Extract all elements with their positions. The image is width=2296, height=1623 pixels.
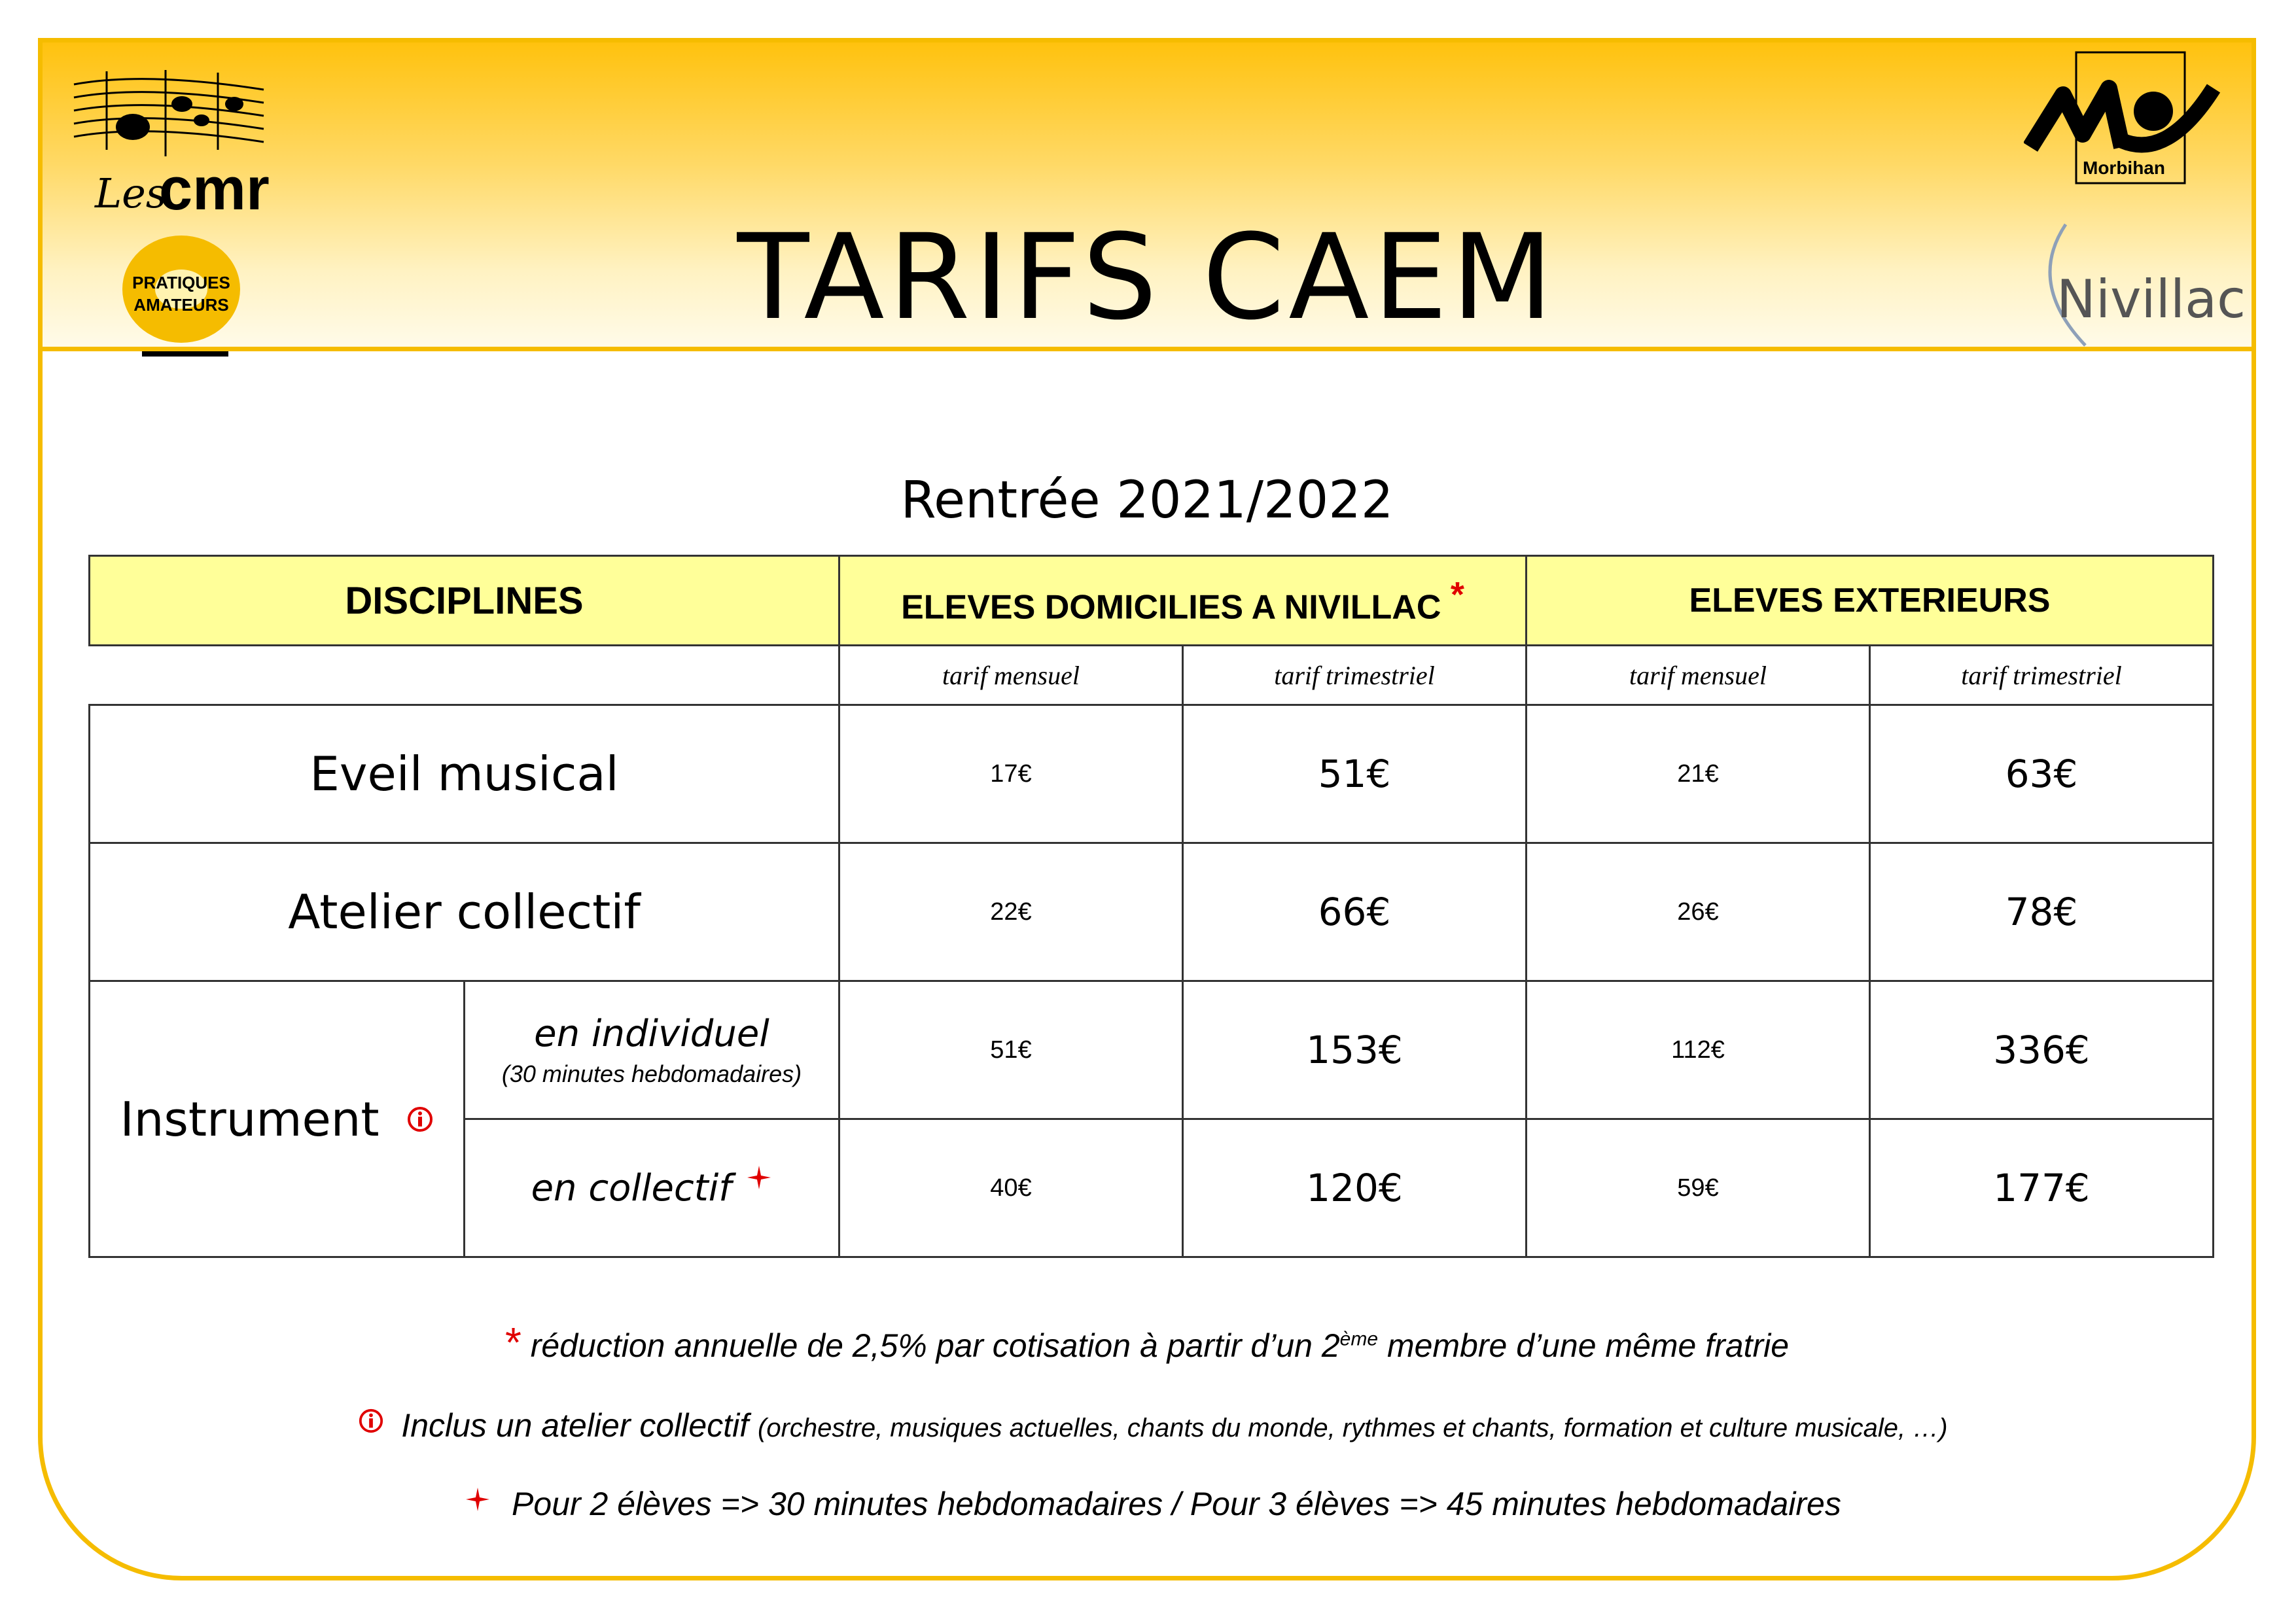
cell-ext-trimestriel: 63€ [1870,705,2214,843]
individuel-note: (30 minutes hebdomadaires) [501,1060,802,1087]
cell-dom-mensuel: 22€ [839,843,1183,981]
cell-dom-mensuel: 17€ [839,705,1183,843]
asterisk-mark: * [504,1319,521,1366]
note-collectif-text: Pour 2 élèves => 30 minutes hebdomadaires / Pour 3 élèves => 45 minutes hebdomadaires [512,1486,1841,1522]
table-subheader-row [90,646,2214,705]
collectif-label: en collectif [531,1166,732,1210]
morbihan-text: Morbihan [2083,158,2165,178]
sub-ext-trimestriel: tarif trimestriel [1870,646,2214,705]
cell-ext-mensuel: 59€ [1527,1119,1870,1257]
info-icon [406,1089,434,1144]
logo-morbihan [2024,49,2220,193]
individuel-label: en individuel [534,1012,769,1055]
header-domicilies [839,556,1527,646]
row-eveil-label: Eveil musical [90,705,839,843]
row-individuel-label [465,981,839,1119]
sparkle-icon [465,1482,491,1520]
sub-dom-trimestriel: tarif trimestriel [1183,646,1527,705]
sub-ext-mensuel: tarif mensuel [1527,646,1870,705]
music-notes-icon [67,58,277,169]
header-domicilies-label: ELEVES DOMICILIES A NIVILLAC [901,588,1441,627]
cell-dom-trimestriel: 66€ [1183,843,1527,981]
row-atelier-label: Atelier collectif [90,843,839,981]
row-collectif-label [465,1119,839,1257]
table-row [90,843,2214,981]
logo-nivillac [2040,218,2246,349]
note-fratrie [43,1318,2252,1367]
season-subtitle: Rentrée 2021/2022 [900,471,1394,530]
note-collectif [43,1485,2252,1523]
table-row [90,705,2214,843]
subheader-blank [90,646,839,705]
note-atelier [43,1406,2252,1444]
amateurs-text: AMATEURS [133,295,229,315]
note-fratrie-sup: ème [1339,1328,1379,1350]
sparkle-icon [746,1164,772,1194]
page-frame [38,38,2256,1580]
page-title: TARIFS CAEM [737,209,1557,346]
header-disciplines: DISCIPLINES [90,556,839,646]
row-instrument-label [90,981,465,1257]
cell-dom-trimestriel: 51€ [1183,705,1527,843]
asterisk-mark: * [1450,574,1464,614]
cell-dom-mensuel: 51€ [839,981,1183,1119]
cell-ext-trimestriel: 78€ [1870,843,2214,981]
cell-ext-trimestriel: 177€ [1870,1119,2214,1257]
table-row [90,981,2214,1119]
note-fratrie-tail: membre d’une même fratrie [1386,1327,1790,1364]
instrument-label: Instrument [120,1091,380,1147]
tariff-table [88,555,2214,1258]
info-icon [358,1404,384,1442]
logo-les-text: Les [95,169,167,217]
pratiques-text: PRATIQUES [132,273,230,292]
table-header-row [90,556,2214,646]
note-atelier-main: Inclus un atelier collectif [401,1407,749,1444]
note-atelier-detail: (orchestre, musiques actuelles, chants du monde, rythmes et chants, formation et culture musicale, …) [758,1414,1948,1442]
sub-dom-mensuel: tarif mensuel [839,646,1183,705]
cell-ext-mensuel: 26€ [1527,843,1870,981]
header-exterieurs: ELEVES EXTERIEURS [1527,556,2214,646]
logo-cmr-text: cmr [159,156,270,222]
cell-ext-trimestriel: 336€ [1870,981,2214,1119]
cell-dom-mensuel: 40€ [839,1119,1183,1257]
logo-les-cmr [67,58,277,235]
header-banner [43,43,2252,351]
cell-ext-mensuel: 112€ [1527,981,1870,1119]
cell-dom-trimestriel: 120€ [1183,1119,1527,1257]
note-fratrie-text: réduction annuelle de 2,5% par cotisation à partir d’un 2 [530,1327,1340,1364]
cell-ext-mensuel: 21€ [1527,705,1870,843]
nivillac-text: Nivillac [2057,269,2246,330]
cell-dom-trimestriel: 153€ [1183,981,1527,1119]
